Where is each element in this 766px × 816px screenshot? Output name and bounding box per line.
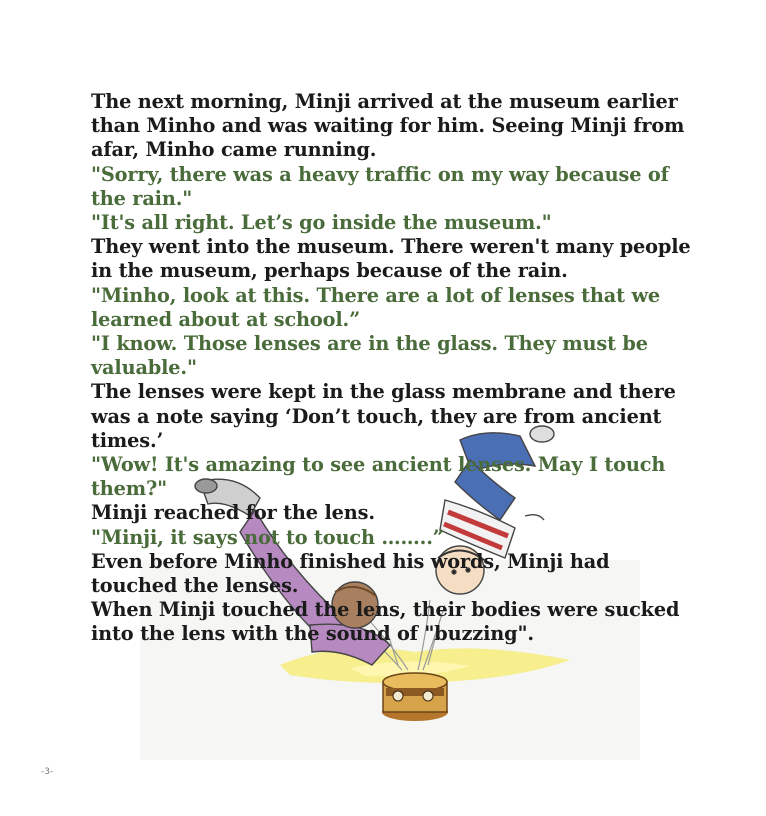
story-paragraph: They went into the museum. There weren't many people in the museum, perhaps because of the rain. (91, 235, 691, 283)
dialogue-line: "Sorry, there was a heavy traffic on my way because of the rain." (91, 162, 669, 210)
dialogue-line: "Minho, look at this. There are a lot of lenses that we learned about at school.” (91, 283, 661, 331)
story-paragraph: The next morning, Minji arrived at the museum earlier than Minho and was waiting for him. Seeing Minji from afar, Minho came running. (91, 90, 685, 162)
dialogue-line: "I know. Those lenses are in the glass. They must be valuable." (91, 332, 648, 380)
story-paragraph: The lenses were kept in the glass membrane and there was a note saying ‘Don’t touch, they are from ancient times.’ (91, 380, 676, 452)
story-paragraph: Even before Minho finished his words, Minji had touched the lenses. (91, 549, 610, 598)
story-paragraph: When Minji touched the lens, their bodies were sucked into the lens with the sound of "buzzing". (91, 598, 680, 646)
page-number: -3- (41, 767, 54, 777)
story-paragraph: Minji reached for the lens. (91, 501, 375, 525)
ancient-lens (382, 673, 448, 721)
dialogue-line: "Minji, it says not to touch ……..” (91, 525, 444, 549)
dialogue-line: "Wow! It's amazing to see ancient lenses. May I touch them?" (91, 453, 666, 501)
dialogue-line: "It's all right. Let’s go inside the museum." (91, 211, 552, 235)
story-text (91, 90, 691, 647)
